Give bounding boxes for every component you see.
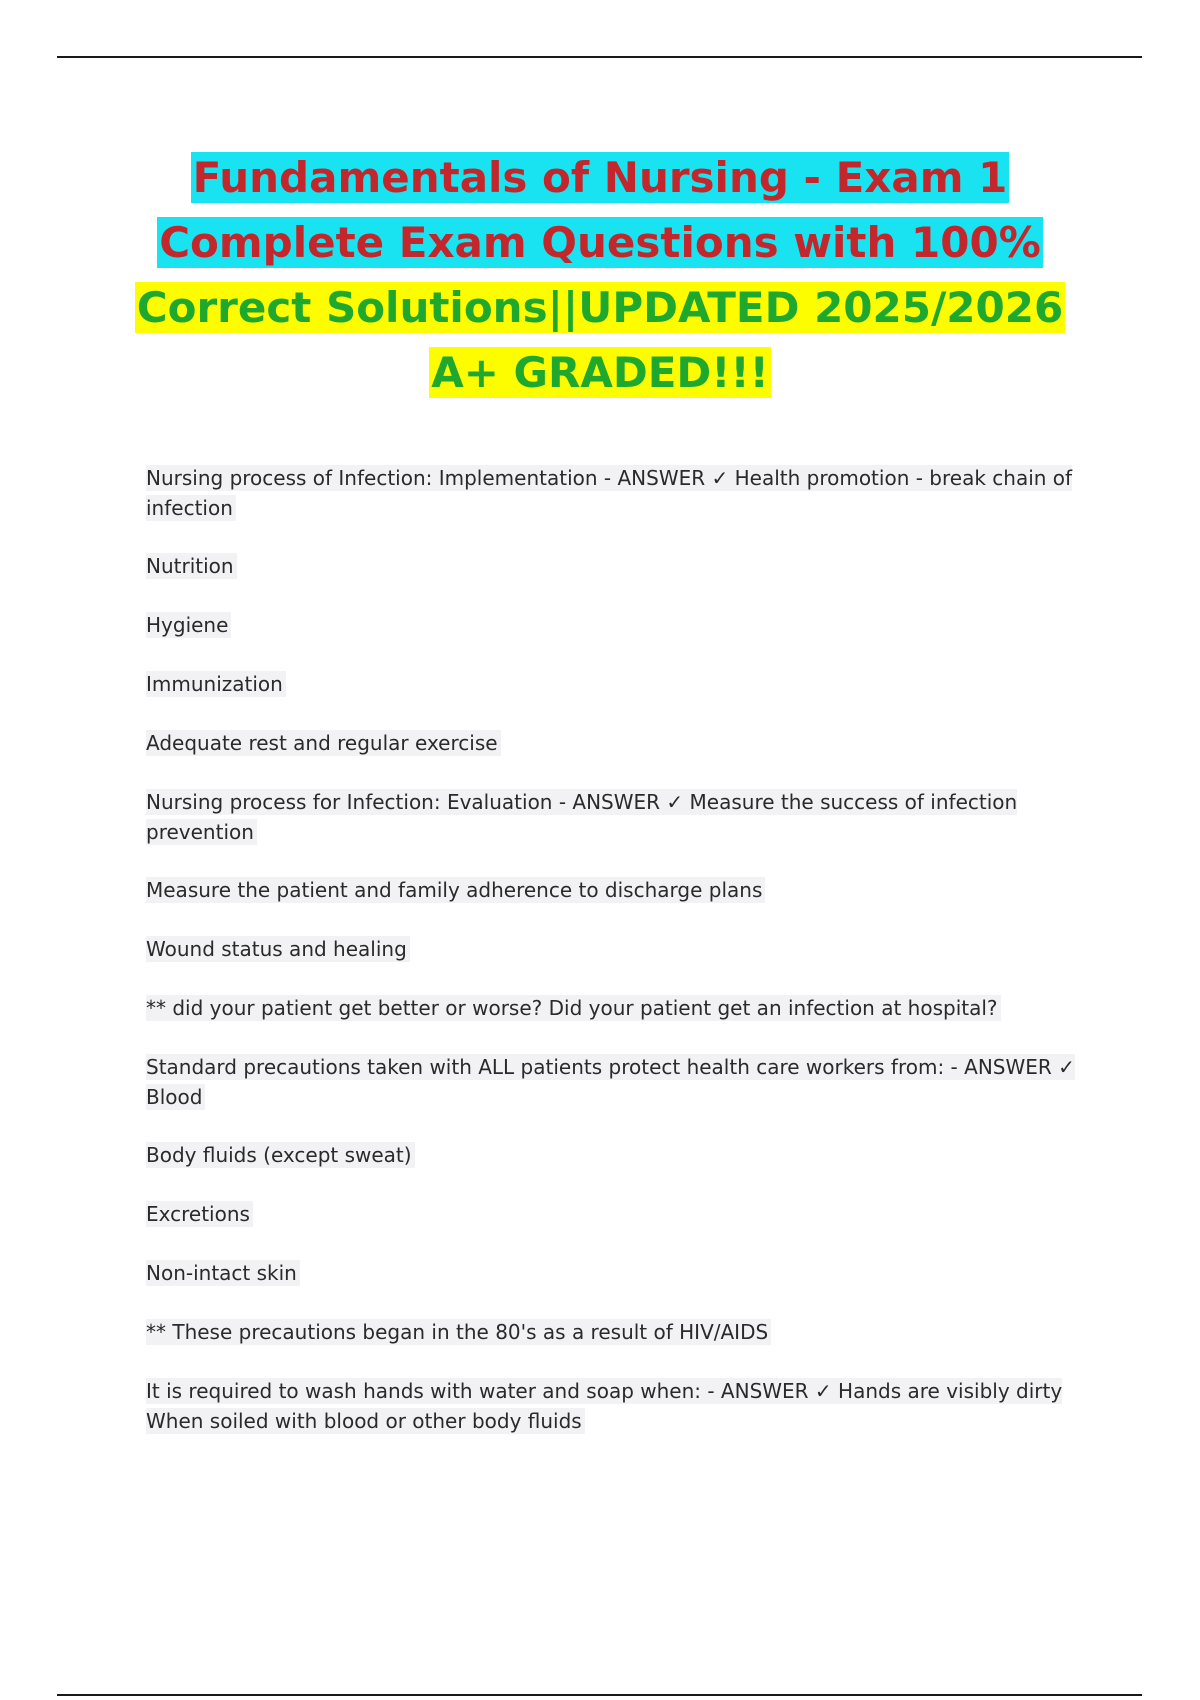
question-standard-precautions: Standard precautions taken with ALL patients protect health care workers from: - ANSWER ✓ Blood bbox=[146, 1055, 1075, 1109]
bottom-rule bbox=[57, 1694, 1142, 1696]
answer-item-nutrition: Nutrition bbox=[146, 551, 1076, 581]
answer-item-immunization: Immunization bbox=[146, 669, 1076, 699]
answer-note-hiv-aids: ** These precautions began in the 80's as a result of HIV/AIDS bbox=[146, 1317, 1076, 1347]
document-title bbox=[100, 145, 1100, 405]
answer-item-excretions: Excretions bbox=[146, 1199, 1076, 1229]
title-line-3: Correct Solutions||UPDATED 2025/2026 bbox=[136, 283, 1064, 332]
question-hand-washing: It is required to wash hands with water and soap when: - ANSWER ✓ Hands are visibly dirty When soiled with blood or other body fluids bbox=[146, 1379, 1063, 1433]
document-body bbox=[146, 463, 1076, 1464]
question-evaluation: Nursing process for Infection: Evaluation - ANSWER ✓ Measure the success of infection prevention bbox=[146, 790, 1018, 844]
answer-item-rest-exercise: Adequate rest and regular exercise bbox=[146, 728, 1076, 758]
answer-note-better-worse: ** did your patient get better or worse? Did your patient get an infection at hospital? bbox=[146, 993, 1076, 1023]
answer-item-non-intact-skin: Non-intact skin bbox=[146, 1258, 1076, 1288]
answer-item-body-fluids: Body fluids (except sweat) bbox=[146, 1140, 1076, 1170]
title-line-4: A+ GRADED!!! bbox=[431, 348, 769, 397]
answer-item-wound-status: Wound status and healing bbox=[146, 934, 1076, 964]
title-line-2: Complete Exam Questions with 100% bbox=[159, 218, 1041, 267]
question-implementation: Nursing process of Infection: Implementation - ANSWER ✓ Health promotion - break chain of infection bbox=[146, 466, 1073, 520]
title-line-1: Fundamentals of Nursing - Exam 1 bbox=[192, 153, 1008, 202]
answer-item-hygiene: Hygiene bbox=[146, 610, 1076, 640]
answer-item-adherence: Measure the patient and family adherence to discharge plans bbox=[146, 875, 1076, 905]
top-rule bbox=[57, 56, 1142, 58]
